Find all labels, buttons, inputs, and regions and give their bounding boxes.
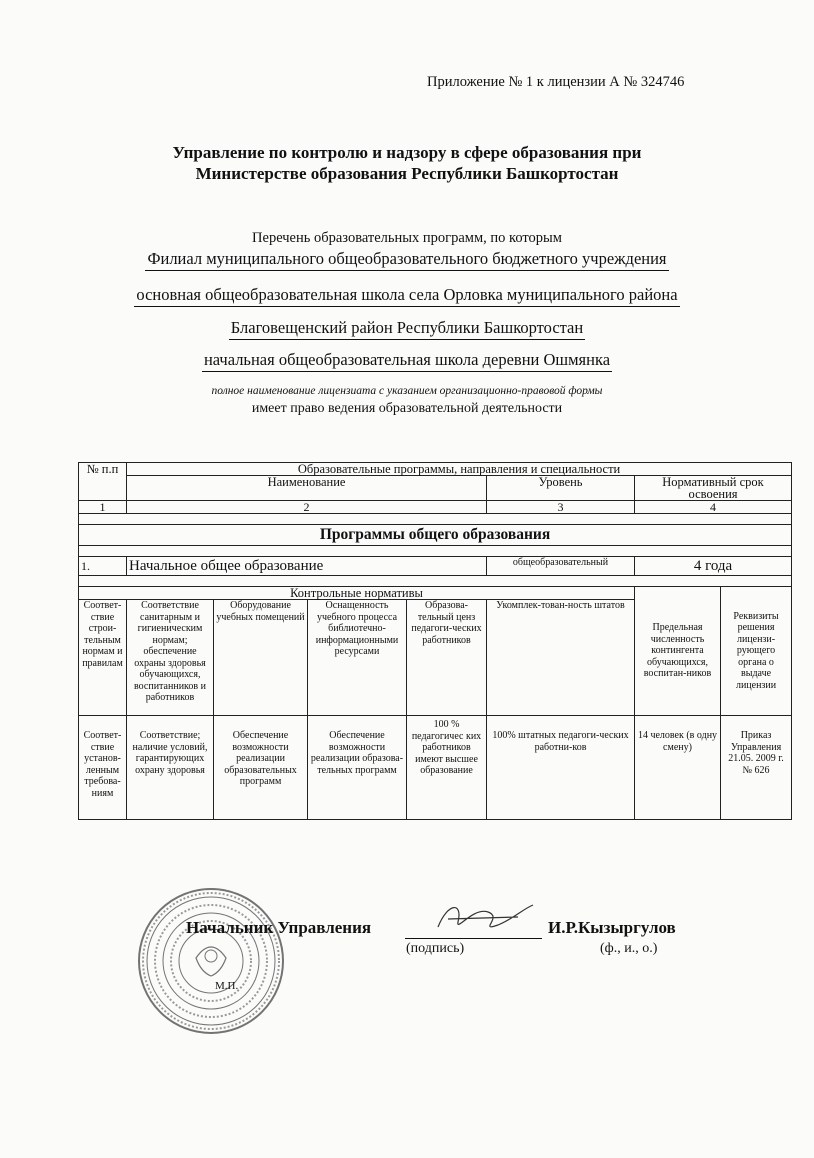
seal-place-label: М.П. bbox=[215, 980, 239, 992]
control-value: Соответствие; наличие условий, гарантирующих охрану здоровья bbox=[127, 716, 214, 820]
intro-text: Перечень образовательных программ, по которым bbox=[252, 230, 562, 246]
section-title: Программы общего образования bbox=[79, 525, 792, 546]
control-value: Обеспечение возможности реализации образова-тельных программ bbox=[308, 716, 407, 820]
license-requisites-value: Приказ Управления 21.05. 2009 г. № 626 bbox=[721, 716, 792, 820]
index-cell: 2 bbox=[127, 501, 487, 514]
program-name: Начальное общее образование bbox=[127, 557, 487, 576]
licensee-hint: полное наименование лицензиата с указанием организационно-правовой формы bbox=[211, 385, 603, 397]
control-header: Контрольные нормативы bbox=[79, 587, 635, 600]
control-value: Соответ-ствие установ-ленным требова-ниям bbox=[79, 716, 127, 820]
max-count-value: 14 человек (в одну смену) bbox=[635, 716, 721, 820]
control-col: Соответ-ствие строи-тельным нормам и правилам bbox=[79, 600, 127, 716]
control-col: Соответствие санитарным и гигиеническим нормам; обеспечение охраны здоровья обучающихся, воспитанников и работников bbox=[127, 600, 214, 716]
program-term: 4 года bbox=[635, 557, 792, 576]
handwritten-signature bbox=[418, 897, 538, 942]
signature-caption: (подпись) bbox=[406, 941, 465, 956]
licensee-line2: основная общеобразовательная школа села Орловка муниципального района bbox=[134, 285, 679, 307]
header-license-requisites: Реквизиты решения лицензи-рующего органа о выдаче лицензии bbox=[721, 587, 792, 716]
signatory-name: И.Р.Кызыргулов bbox=[548, 918, 676, 937]
licensee-line3: Благовещенский район Республики Башкортостан bbox=[229, 318, 585, 340]
header-num: № п.п bbox=[79, 463, 127, 501]
index-cell: 3 bbox=[487, 501, 635, 514]
spacer-row bbox=[79, 546, 792, 557]
licensee-line4: начальная общеобразовательная школа деревни Ошмянка bbox=[202, 350, 612, 372]
right-statement: имеет право ведения образовательной деятельности bbox=[251, 401, 563, 416]
header-group: Образовательные программы, направления и специальности bbox=[127, 463, 792, 476]
control-value: Обеспечение возможности реализации образовательных программ bbox=[214, 716, 308, 820]
control-value: 100% штатных педагоги-ческих работни-ков bbox=[487, 716, 635, 820]
header-max-count: Предельная численность контингента обучающихся, воспитан-ников bbox=[635, 587, 721, 716]
issuer-title-line2: Министерстве образования Республики Башкортостан bbox=[195, 164, 619, 183]
appendix-note: Приложение № 1 к лицензии А № 324746 bbox=[427, 74, 685, 90]
spacer-row bbox=[79, 514, 792, 525]
header-term: Нормативный срок освоения bbox=[635, 476, 792, 501]
spacer-row bbox=[79, 576, 792, 587]
control-value: 100 % педагогичес ких работников имеют высшее образование bbox=[407, 716, 487, 820]
control-col: Оснащенность учебного процесса библиотечно-информационными ресурсами bbox=[308, 600, 407, 716]
licensee-line1: Филиал муниципального общеобразовательного бюджетного учреждения bbox=[145, 249, 668, 271]
control-col: Образова-тельный ценз педагоги-ческих работников bbox=[407, 600, 487, 716]
index-cell: 4 bbox=[635, 501, 792, 514]
name-caption: (ф., и., о.) bbox=[600, 941, 658, 956]
official-seal bbox=[136, 886, 286, 1036]
control-col: Оборудование учебных помещений bbox=[214, 600, 308, 716]
program-num: 1. bbox=[79, 557, 127, 576]
header-name: Наименование bbox=[127, 476, 487, 501]
program-level: общеобразовательный bbox=[487, 557, 635, 576]
header-level: Уровень bbox=[487, 476, 635, 501]
signatory-position: Начальник Управления bbox=[186, 918, 372, 937]
index-cell: 1 bbox=[79, 501, 127, 514]
control-col: Укомплек-тован-ность штатов bbox=[487, 600, 635, 716]
issuer-title-line1: Управление по контролю и надзору в сфере образования при bbox=[172, 143, 642, 162]
programs-table bbox=[78, 462, 792, 820]
